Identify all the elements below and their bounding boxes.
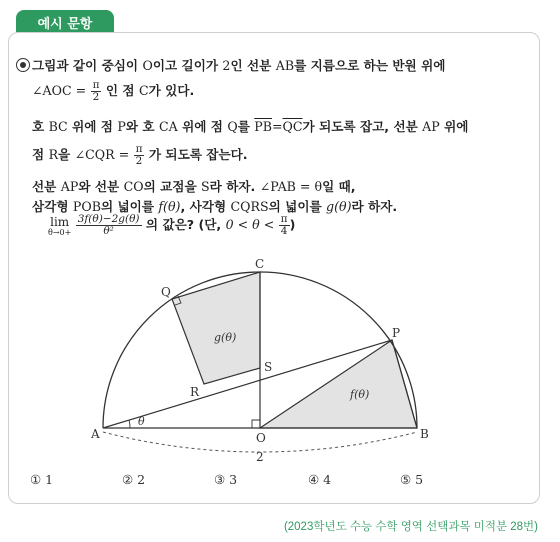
- label-o: O: [256, 431, 266, 445]
- choice-5[interactable]: ⑤ 5: [400, 472, 424, 487]
- choice-2[interactable]: ② 2: [122, 472, 146, 487]
- label-c: C: [255, 257, 265, 271]
- problem-line-3: 호 BC 위에 점 P와 호 CA 위에 점 Q를 $\overline{PB}=\overline{QC}$가 되도록 잡고, 선분 AP 위에: [32, 119, 469, 134]
- pi-over-2-fraction: $\frac{\pi}{2}$: [135, 143, 143, 167]
- problem-line-5: 선분 AP와 선분 CO의 교점을 S라 하자. ∠PAB = θ일 때,: [32, 179, 356, 194]
- label-s: S: [264, 360, 273, 374]
- label-b: B: [420, 427, 429, 441]
- label-g-theta: g(θ): [214, 331, 237, 344]
- problem-line-2: ∠AOC = $\frac{\pi}{2}$ 인 점 C가 있다.: [32, 79, 195, 103]
- right-angle-mark-o: [252, 420, 260, 428]
- label-f-theta: f(θ): [350, 388, 370, 401]
- problem-line-6: 삼각형 POB의 넓이를 f(θ), 사각형 CQRS의 넓이를 g(θ)라 하자.: [32, 199, 398, 214]
- choice-3[interactable]: ③ 3: [214, 472, 238, 487]
- problem-line-4: 점 R을 ∠CQR = $\frac{\pi}{2}$ 가 되도록 잡는다.: [32, 143, 248, 167]
- problem-line-1: 그림과 같이 중심이 O이고 길이가 2인 선분 AB를 지름으로 하는 반원 위에: [32, 58, 446, 73]
- choice-4[interactable]: ④ 4: [308, 472, 332, 487]
- label-r: R: [190, 385, 200, 399]
- label-length-2: 2: [256, 450, 264, 464]
- triangle-pob: [260, 340, 417, 428]
- quadrilateral-cqrs: [172, 272, 260, 384]
- label-p: P: [392, 326, 401, 340]
- label-a: A: [91, 427, 100, 441]
- label-theta: θ: [138, 415, 145, 428]
- pi-over-2-fraction: $\frac{\pi}{2}$: [92, 79, 100, 103]
- problem-line-7: lim θ→0+ $\frac{3f(\theta)-2g(\theta)}{\text{θ²}}$ 의 값은? (단, 0 < θ < $\frac{\pi}{4}$ ): [48, 213, 296, 237]
- theta-angle-arc: [129, 420, 130, 428]
- label-q: Q: [161, 285, 171, 299]
- pi-over-4-fraction: $\frac{\pi}{4}$: [280, 213, 288, 237]
- source-citation: (2023학년도 수능 수학 영역 선택과목 미적분 28번): [283, 521, 538, 533]
- choice-1[interactable]: ① 1: [30, 472, 54, 487]
- limit-expression: $\frac{3f(\theta)-2g(\theta)}{\text{θ²}}$: [77, 213, 140, 237]
- example-question-tag: 예시 문항: [16, 10, 114, 34]
